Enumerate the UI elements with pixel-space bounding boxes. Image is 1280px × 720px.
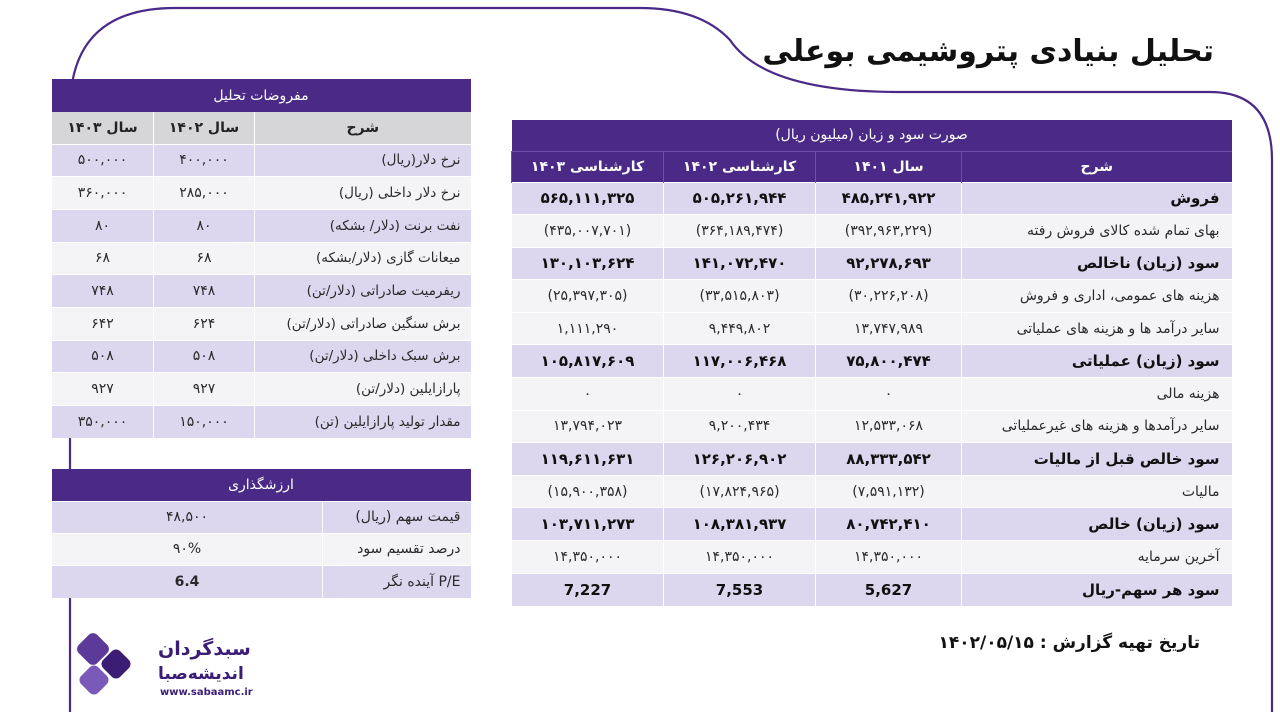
cell-value: ۴۸,۵۰۰ [52, 501, 323, 533]
row-label: سایر درآمد ها و هزینه های عملیاتی [962, 312, 1232, 345]
row-label: ریفرمیت صادراتی (دلار/تن) [255, 275, 471, 308]
logo-url: www.sabaamc.ir [160, 687, 253, 698]
cell-v1402: (۳۳,۵۱۵,۸۰۳) [664, 280, 816, 313]
row-label: قیمت سهم (ریال) [323, 501, 471, 533]
valuation-title: ارزشگذاری [228, 476, 294, 493]
table-row [52, 275, 471, 308]
table-row [512, 573, 1232, 606]
income-col-header: کارشناسی ۱۴۰۲ [664, 151, 816, 182]
company-logo [76, 632, 276, 702]
table-row [512, 280, 1232, 313]
cell-y1402: ۸۰ [154, 209, 255, 242]
cell-y1402: ۲۸۵,۰۰۰ [154, 177, 255, 210]
cell-v1402: ۱۱۷,۰۰۶,۴۶۸ [664, 345, 816, 378]
income-statement-title: صورت سود و زیان (میلیون ریال) [775, 127, 968, 144]
cell-y1403: ۶۴۲ [52, 307, 154, 340]
logo-mark-icon [76, 632, 142, 698]
cell-v1403: 7,227 [512, 573, 664, 606]
cell-v1402: ۱۴,۳۵۰,۰۰۰ [664, 541, 816, 574]
row-label: نرخ دلار(ریال) [255, 144, 471, 177]
row-label: مالیات [962, 475, 1232, 508]
row-label: بهای تمام شده کالای فروش رفته [962, 215, 1232, 248]
cell-v1403: (۱۵,۹۰۰,۳۵۸) [512, 475, 664, 508]
cell-v1402: (۱۷,۸۲۴,۹۶۵) [664, 475, 816, 508]
row-label: سایر درآمدها و هزینه های غیرعملیاتی [962, 410, 1232, 443]
row-label: میعانات گازی (دلار/بشکه) [255, 242, 471, 275]
table-row [512, 215, 1232, 248]
row-label: سود (زیان) خالص [962, 508, 1232, 541]
income-col-header: کارشناسی ۱۴۰۳ [512, 151, 664, 182]
income-col-header: شرح [962, 151, 1232, 182]
cell-v1401: ۸۰,۷۴۲,۴۱۰ [816, 508, 962, 541]
table-row [512, 443, 1232, 476]
cell-v1403: ۱۳۰,۱۰۳,۶۲۴ [512, 247, 664, 280]
cell-value: ۹۰% [52, 533, 323, 565]
row-label: سود (زیان) ناخالص [962, 247, 1232, 280]
row-label: برش سنگین صادراتی (دلار/تن) [255, 307, 471, 340]
cell-v1401: ۰ [816, 378, 962, 411]
cell-v1401: ۸۸,۳۳۳,۵۴۲ [816, 443, 962, 476]
cell-v1402: ۹,۲۰۰,۴۳۴ [664, 410, 816, 443]
cell-y1403: ۳۵۰,۰۰۰ [52, 406, 154, 439]
cell-v1403: ۵۶۵,۱۱۱,۳۲۵ [512, 182, 664, 215]
cell-y1403: ۸۰ [52, 209, 154, 242]
table-row [512, 345, 1232, 378]
table-row [512, 475, 1232, 508]
page-title: تحلیل بنیادی پتروشیمی بوعلی [762, 34, 1214, 69]
cell-v1402: ۰ [664, 378, 816, 411]
cell-v1401: ۱۲,۵۳۳,۰۶۸ [816, 410, 962, 443]
table-row [52, 242, 471, 275]
cell-v1402: 7,553 [664, 573, 816, 606]
table-row [52, 144, 471, 177]
table-row [512, 247, 1232, 280]
cell-v1403: ۱۱۹,۶۱۱,۶۳۱ [512, 443, 664, 476]
report-date: تاریخ تهیه گزارش : ۱۴۰۲/۰۵/۱۵ [938, 633, 1200, 653]
cell-v1402: ۵۰۵,۲۶۱,۹۴۴ [664, 182, 816, 215]
cell-v1401: (۳۹۲,۹۶۳,۲۲۹) [816, 215, 962, 248]
table-row [52, 501, 471, 533]
cell-y1403: ۹۲۷ [52, 373, 154, 406]
table-row [52, 566, 471, 598]
table-row [512, 182, 1232, 215]
cell-y1403: ۵۰۸ [52, 340, 154, 373]
row-label: سود هر سهم-ریال [962, 573, 1232, 606]
assumptions-col-header: سال ۱۴۰۲ [154, 112, 255, 144]
cell-value: 6.4 [52, 566, 323, 598]
table-row [512, 541, 1232, 574]
table-row [52, 373, 471, 406]
cell-v1401: ۹۲,۲۷۸,۶۹۳ [816, 247, 962, 280]
cell-v1403: (۲۵,۳۹۷,۳۰۵) [512, 280, 664, 313]
income-col-header: سال ۱۴۰۱ [816, 151, 962, 182]
assumptions-title: مفروضات تحلیل [213, 87, 309, 104]
cell-v1403: ۱۰۳,۷۱۱,۲۷۳ [512, 508, 664, 541]
cell-y1402: ۴۰۰,۰۰۰ [154, 144, 255, 177]
valuation-table [51, 469, 471, 598]
assumptions-table [51, 79, 471, 438]
cell-v1402: ۱۰۸,۳۸۱,۹۳۷ [664, 508, 816, 541]
table-row [512, 410, 1232, 443]
cell-v1401: (۳۰,۲۲۶,۲۰۸) [816, 280, 962, 313]
cell-y1402: ۱۵۰,۰۰۰ [154, 406, 255, 439]
cell-y1403: ۷۴۸ [52, 275, 154, 308]
assumptions-col-header: شرح [255, 112, 471, 144]
row-label: P/E آینده نگر [323, 566, 471, 598]
cell-v1403: ۱,۱۱۱,۲۹۰ [512, 312, 664, 345]
cell-y1403: ۳۶۰,۰۰۰ [52, 177, 154, 210]
cell-v1403: ۱۳,۷۹۴,۰۲۳ [512, 410, 664, 443]
cell-y1403: ۵۰۰,۰۰۰ [52, 144, 154, 177]
cell-y1402: ۵۰۸ [154, 340, 255, 373]
cell-y1402: ۷۴۸ [154, 275, 255, 308]
cell-v1403: (۴۳۵,۰۰۷,۷۰۱) [512, 215, 664, 248]
table-row [52, 177, 471, 210]
row-label: هزینه های عمومی، اداری و فروش [962, 280, 1232, 313]
assumptions-col-header: سال ۱۴۰۳ [52, 112, 154, 144]
income-statement-table [511, 120, 1232, 606]
table-row [512, 378, 1232, 411]
cell-y1402: ۶۸ [154, 242, 255, 275]
row-label: برش سبک داخلی (دلار/تن) [255, 340, 471, 373]
cell-v1402: ۱۴۱,۰۷۲,۴۷۰ [664, 247, 816, 280]
cell-v1401: ۷۵,۸۰۰,۴۷۴ [816, 345, 962, 378]
row-label: سود خالص قبل از مالیات [962, 443, 1232, 476]
cell-v1401: (۷,۵۹۱,۱۳۲) [816, 475, 962, 508]
cell-v1402: (۳۶۴,۱۸۹,۴۷۴) [664, 215, 816, 248]
cell-y1402: ۶۲۴ [154, 307, 255, 340]
cell-v1403: ۱۴,۳۵۰,۰۰۰ [512, 541, 664, 574]
logo-name-line1: سبدگردان [158, 638, 251, 660]
table-row [52, 209, 471, 242]
cell-v1403: ۰ [512, 378, 664, 411]
row-label: پارازایلین (دلار/تن) [255, 373, 471, 406]
table-row [52, 340, 471, 373]
cell-v1401: 5,627 [816, 573, 962, 606]
cell-v1401: ۱۳,۷۴۷,۹۸۹ [816, 312, 962, 345]
cell-v1403: ۱۰۵,۸۱۷,۶۰۹ [512, 345, 664, 378]
row-label: هزینه مالی [962, 378, 1232, 411]
cell-y1402: ۹۲۷ [154, 373, 255, 406]
table-row [512, 508, 1232, 541]
cell-v1402: ۹,۴۴۹,۸۰۲ [664, 312, 816, 345]
row-label: درصد تقسیم سود [323, 533, 471, 565]
cell-v1401: ۱۴,۳۵۰,۰۰۰ [816, 541, 962, 574]
row-label: مقدار تولید پارازایلین (تن) [255, 406, 471, 439]
cell-y1403: ۶۸ [52, 242, 154, 275]
table-row [52, 307, 471, 340]
table-row [512, 312, 1232, 345]
row-label: سود (زیان) عملیاتی [962, 345, 1232, 378]
table-row [52, 406, 471, 439]
table-row [52, 533, 471, 565]
logo-name-line2: اندیشه‌صبا [158, 664, 244, 684]
cell-v1402: ۱۲۶,۲۰۶,۹۰۲ [664, 443, 816, 476]
row-label: نرخ دلار داخلی (ریال) [255, 177, 471, 210]
row-label: نفت برنت (دلار/ بشکه) [255, 209, 471, 242]
cell-v1401: ۴۸۵,۲۴۱,۹۲۲ [816, 182, 962, 215]
row-label: فروش [962, 182, 1232, 215]
row-label: آخرین سرمایه [962, 541, 1232, 574]
